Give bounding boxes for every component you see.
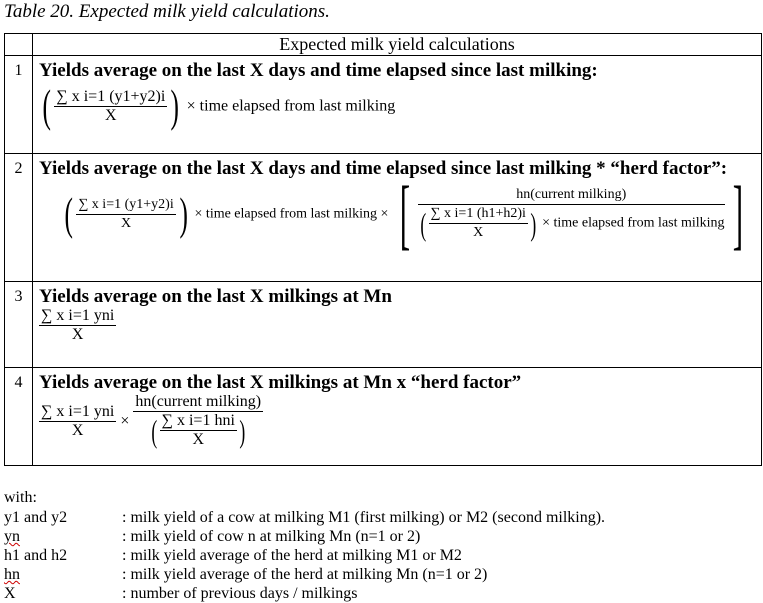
table-row xyxy=(5,56,762,154)
herd-inner-denominator: X xyxy=(192,431,204,448)
definition-item xyxy=(4,546,759,565)
definition-text: : milk yield of a cow at milking M1 (first milking) or M2 (second milking). xyxy=(122,509,606,526)
herd-numerator: hn(current milking) xyxy=(135,393,262,410)
definition-text: : number of previous days / milkings xyxy=(122,585,358,602)
formula-numerator: ∑ x i=1 yni xyxy=(41,307,115,324)
herd-inner-numerator: ∑ x i=1 hni xyxy=(161,412,235,429)
definition-item xyxy=(4,508,759,527)
formula-denominator: X xyxy=(71,326,84,343)
formula-mid: × time elapsed from last milking × xyxy=(194,206,389,222)
herd-inner-denominator: X xyxy=(473,225,484,240)
definition-item xyxy=(4,584,759,603)
row-content xyxy=(33,282,762,368)
formula-2: ( $\frac{\text{∑ x i=1 (y1+y2)i}}{X}$ ) × time elapsed from last milking × [ hn(current milking) ( $\frac{\text{∑ x i=1 (h1+h2)i}}{X}$ ) × time elapsed from last milking ] xyxy=(64,170,743,257)
with-label: with: xyxy=(4,489,37,506)
definition-item xyxy=(4,527,759,546)
formula-denominator: X xyxy=(120,215,132,231)
table-row xyxy=(5,368,762,466)
definition-text: : milk yield of cow n at milking Mn (n=1 or 2) xyxy=(122,528,421,545)
formula-1: ( $\frac{\text{∑ x i=1 (y1+y2)i}}{X}$ ) × time elapsed from last milking xyxy=(42,80,396,131)
formula-3 xyxy=(39,307,761,344)
formula-tail: × time elapsed from last milking xyxy=(186,97,396,115)
formula-numerator: ∑ x i=1 (y1+y2)i xyxy=(56,87,166,105)
row-content xyxy=(33,368,762,466)
table-caption: Table 20. Expected milk yield calculations. xyxy=(4,1,330,22)
formula-denominator: X xyxy=(105,106,117,124)
row-number: 1 xyxy=(5,56,33,154)
herd-inner-numerator: ∑ x i=1 (h1+h2)i xyxy=(429,205,528,224)
table-row xyxy=(5,154,762,282)
row-title: Yields average on the last X milkings at Mn x “herd factor” xyxy=(39,372,522,393)
definition-item xyxy=(4,565,759,584)
row-title: Yields average on the last X milkings at Mn xyxy=(39,286,392,307)
definition-term: yn xyxy=(4,528,20,545)
definition-term: h1 and h2 xyxy=(4,547,68,564)
row-content xyxy=(33,56,762,154)
definition-term: X xyxy=(4,585,16,602)
formula-denominator: X xyxy=(71,421,84,439)
header-blank-cell xyxy=(5,34,33,56)
table-header: Expected milk yield calculations xyxy=(33,34,762,56)
row-title: Yields average on the last X days and time elapsed since last milking: xyxy=(39,60,598,81)
row-number: 2 xyxy=(5,154,33,282)
formula-numerator: ∑ x i=1 yni xyxy=(41,402,115,420)
formula-numerator: ∑ x i=1 (y1+y2)i xyxy=(76,196,175,215)
herd-numerator: hn(current milking) xyxy=(418,186,725,205)
definition-text: : milk yield average of the herd at milking M1 or M2 xyxy=(122,547,462,564)
formula-4: $\frac{\text{∑ x i=1 yni}}{X}$ × hn(current milking) ( $\frac{\text{∑ x i=1 hni}}{X}$ ) xyxy=(41,393,262,449)
row-title: Yields average on the last X days and time elapsed since last milking * “herd factor”: xyxy=(39,158,728,179)
row-number: 4 xyxy=(5,368,33,466)
definition-term: hn xyxy=(4,566,20,583)
definition-term: y1 and y2 xyxy=(4,509,68,526)
table-row xyxy=(5,282,762,368)
row-number: 3 xyxy=(5,282,33,368)
herd-tail: × time elapsed from last milking xyxy=(542,215,725,231)
row-content xyxy=(33,154,762,282)
definition-text: : milk yield average of the herd at milking Mn (n=1 or 2) xyxy=(122,566,488,583)
milk-yield-table xyxy=(4,33,762,466)
